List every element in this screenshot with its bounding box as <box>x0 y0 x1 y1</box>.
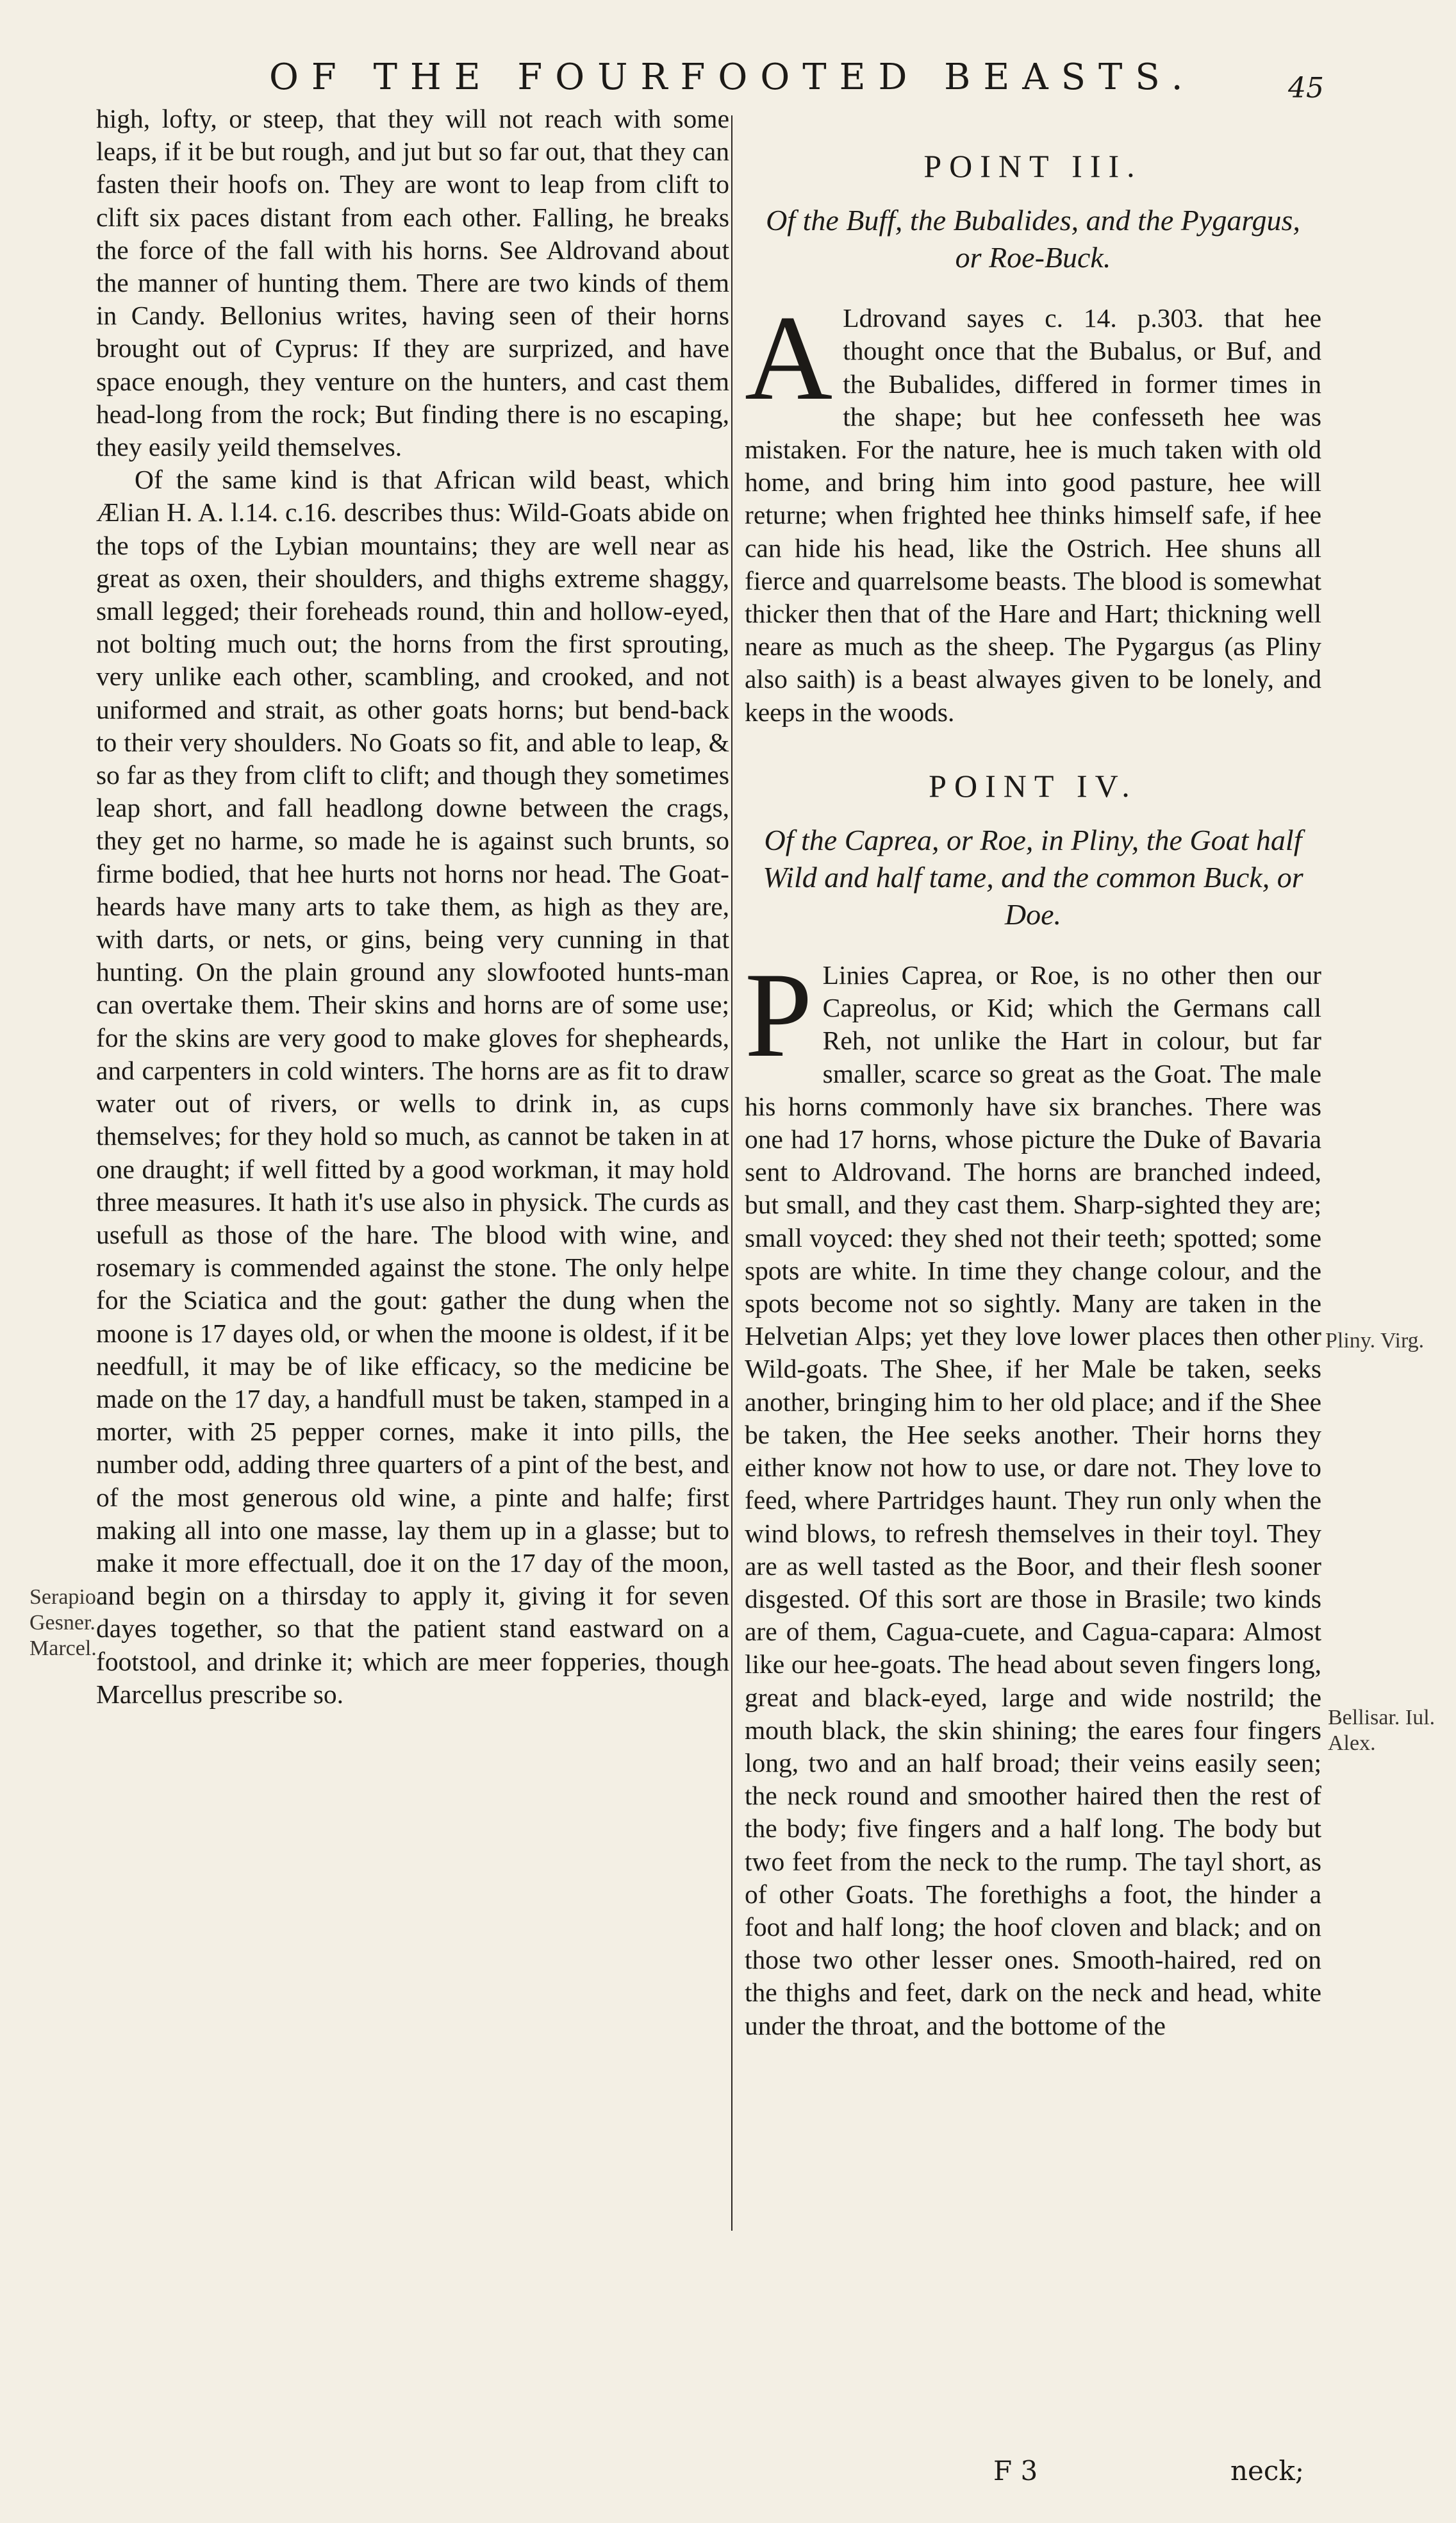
left-column <box>96 103 729 1711</box>
point-4-dropcap: P <box>745 948 813 1083</box>
point-3-text: Ldrovand sayes c. 14. p.303. that hee thought once that the Bubalus, or Buf, and the Bubalides, differed in former times in the shape; but hee confesseth hee was mistaken. For the nature, hee is much taken with old home, and bring him into good pasture, hee will returne; when frighted hee thinks himself safe, if hee can hide his head, like the Ostrich. Hee shuns all fierce and quarrelsome beasts. The blood is somewhat thicker then that of the Hare and Hart; thickning well neare as much as the sheep. The Pygargus (as Pliny also saith) is a beast alwayes given to be lonely, and keeps in the woods. <box>745 303 1321 727</box>
page-number: 45 <box>1288 72 1324 104</box>
point-4-paragraph <box>745 948 1321 2042</box>
catchword: neck; <box>1230 2455 1305 2486</box>
margin-note-left: Serapio. Gesner. Marcel. <box>29 1585 102 1660</box>
point-4-text: Linies Caprea, or Roe, is no other then our Capreolus, or Kid; which the Germans call Reh, not unlike the Hart in colour, but far smaller, scarce so great as the Goat. The male his horns commonly have six branches. There was one had 17 horns, whose picture the Duke of Bavaria sent to Aldrovand. The horns are branched indeed, but small, and they cast them. Sharp-sighted they are; small voyced: they shed not their teeth; spotted; some spots are white. In time they change colour, and the spots become not so sightly. Many are taken in the Helvetian Alps; yet they love lower places then other Wild-goats. The Shee, if her Male be taken, seeks another, bringing him to her old place; and if the Shee be taken, the Hee seeks another. Their horns they either know not how to use, or dare not. They love to feed, where Partridges haunt. They run only when the wind blows, to refresh themselves in their toyl. They are as well tasted as the Boor, and their flesh sooner disgested. Of this sort are those in Brasile; two kinds are of them, Cagua-cuete, and Cagua-capara: Almost like our hee-goats. The head about seven fingers long, great and black-eyed, large and wide nostrild; the mouth black, the skin shining; the eares four fingers long, two and an half broad; their veins easily seen; the neck round and smoother haired then the rest of the body; five fingers and a half long. The body but two feet from the neck to the rump. The tayl short, as of other Goats. The forethighs a foot, the hinder a foot and half long; the hoof cloven and black; and on those two other lesser ones. Smooth-haired, red on the thighs and feet, dark on the neck and head, white under the throat, and the bottome of the <box>745 960 1321 2040</box>
point-4-heading: POINT IV. <box>929 767 1138 804</box>
point-3-paragraph <box>745 291 1321 729</box>
running-head: OF THE FOURFOOTED BEASTS. <box>269 56 1196 98</box>
point-3-heading: POINT III. <box>923 148 1143 184</box>
left-paragraph-1: high, lofty, or steep, that they will not reach with some leaps, if it be but rough, and jut but so far out, that they can fasten their hoofs on. They are wont to leap from clift to clift six paces distant from each other. Falling, he breaks the force of the fall with his horns. See Aldrovand about the manner of hunting them. There are two kinds of them in Candy. Bellonius writes, having seen of their horns brought out of Cyprus: If they are surprized, and have space enough, they venture on the hunters, and cast them head-long from the rock; But finding there is no escaping, they easily yeild themselves. <box>96 104 729 462</box>
signature-mark: F 3 <box>993 2455 1038 2486</box>
margin-note-right-1: Pliny. Virg. <box>1325 1329 1425 1353</box>
point-3-dropcap: A <box>745 291 833 426</box>
margin-note-right-2: Bellisar. Iul. Alex. <box>1328 1706 1435 1755</box>
section-gap <box>745 729 1321 754</box>
left-paragraph-2: Of the same kind is that African wild beast, which Ælian H. A. l.14. c.16. describes thus: Wild-Goats abide on the tops of the Lybian mountains; they are well near as great as oxen, their shoulders, and thighs extreme shaggy, small legged; their foreheads round, thin and hollow-eyed, not bolting much out; the horns from the first sprouting, very unlike each other, scambling, and crooked, and not uniformed and strait, as other goats horns; but bend-back to their very shoulders. No Goats so fit, and able to leap, & so far as they from clift to clift; and though they sometimes leap short, and fall headlong downe between the crags, they get no harme, so made he is against such brunts, so firme bodied, that hee hurts not horns nor head. The Goat-heards have many arts to take them, as high as they are, with darts, or nets, or gins, being very cunning in that hunting. On the plain ground any slowfooted hunts-man can overtake them. Their skins and horns are of some use; for the skins are very good to make gloves for shepheards, and carpenters in cold winters. The horns are as fit to draw water out of rivers, or wells to drink in, as cups themselves; for they hold so much, as cannot be taken in at one draught; if well fitted by a good workman, it may hold three measures. It hath it's use also in physick. The curds as usefull as those of the hare. The blood with wine, and rosemary is commended against the stone. The only helpe for the Sciatica and the gout: gather the dung when the moone is 17 dayes old, or when the moone is oldest, if it be needfull, it may be of like efficacy, so the medicine be made on the 17 day, a handfull must be taken, stamped in a morter, with 25 pepper cornes, make it into pills, the number odd, adding three quarters of a pint of the best, and of the most generous old wine, a pinte and halfe; first making all into one masse, lay them up in a glasse; but to make it more effectuall, doe it on the 17 day of the moon, and begin on a thirsday to apply it, giving it for seven dayes together, so that the patient stand eastward on a footstool, and drinke it; which are meer fopperies, though Marcellus prescribe so. <box>96 465 729 1709</box>
right-column <box>745 135 1321 2042</box>
point-4-title: Of the Caprea, or Roe, in Pliny, the Goat half Wild and half tame, and the common Buck, or Doe. <box>763 824 1303 931</box>
point-3-title: Of the Buff, the Bubalides, and the Pygargus, or Roe-Buck. <box>766 204 1300 274</box>
column-rule <box>731 115 732 2231</box>
